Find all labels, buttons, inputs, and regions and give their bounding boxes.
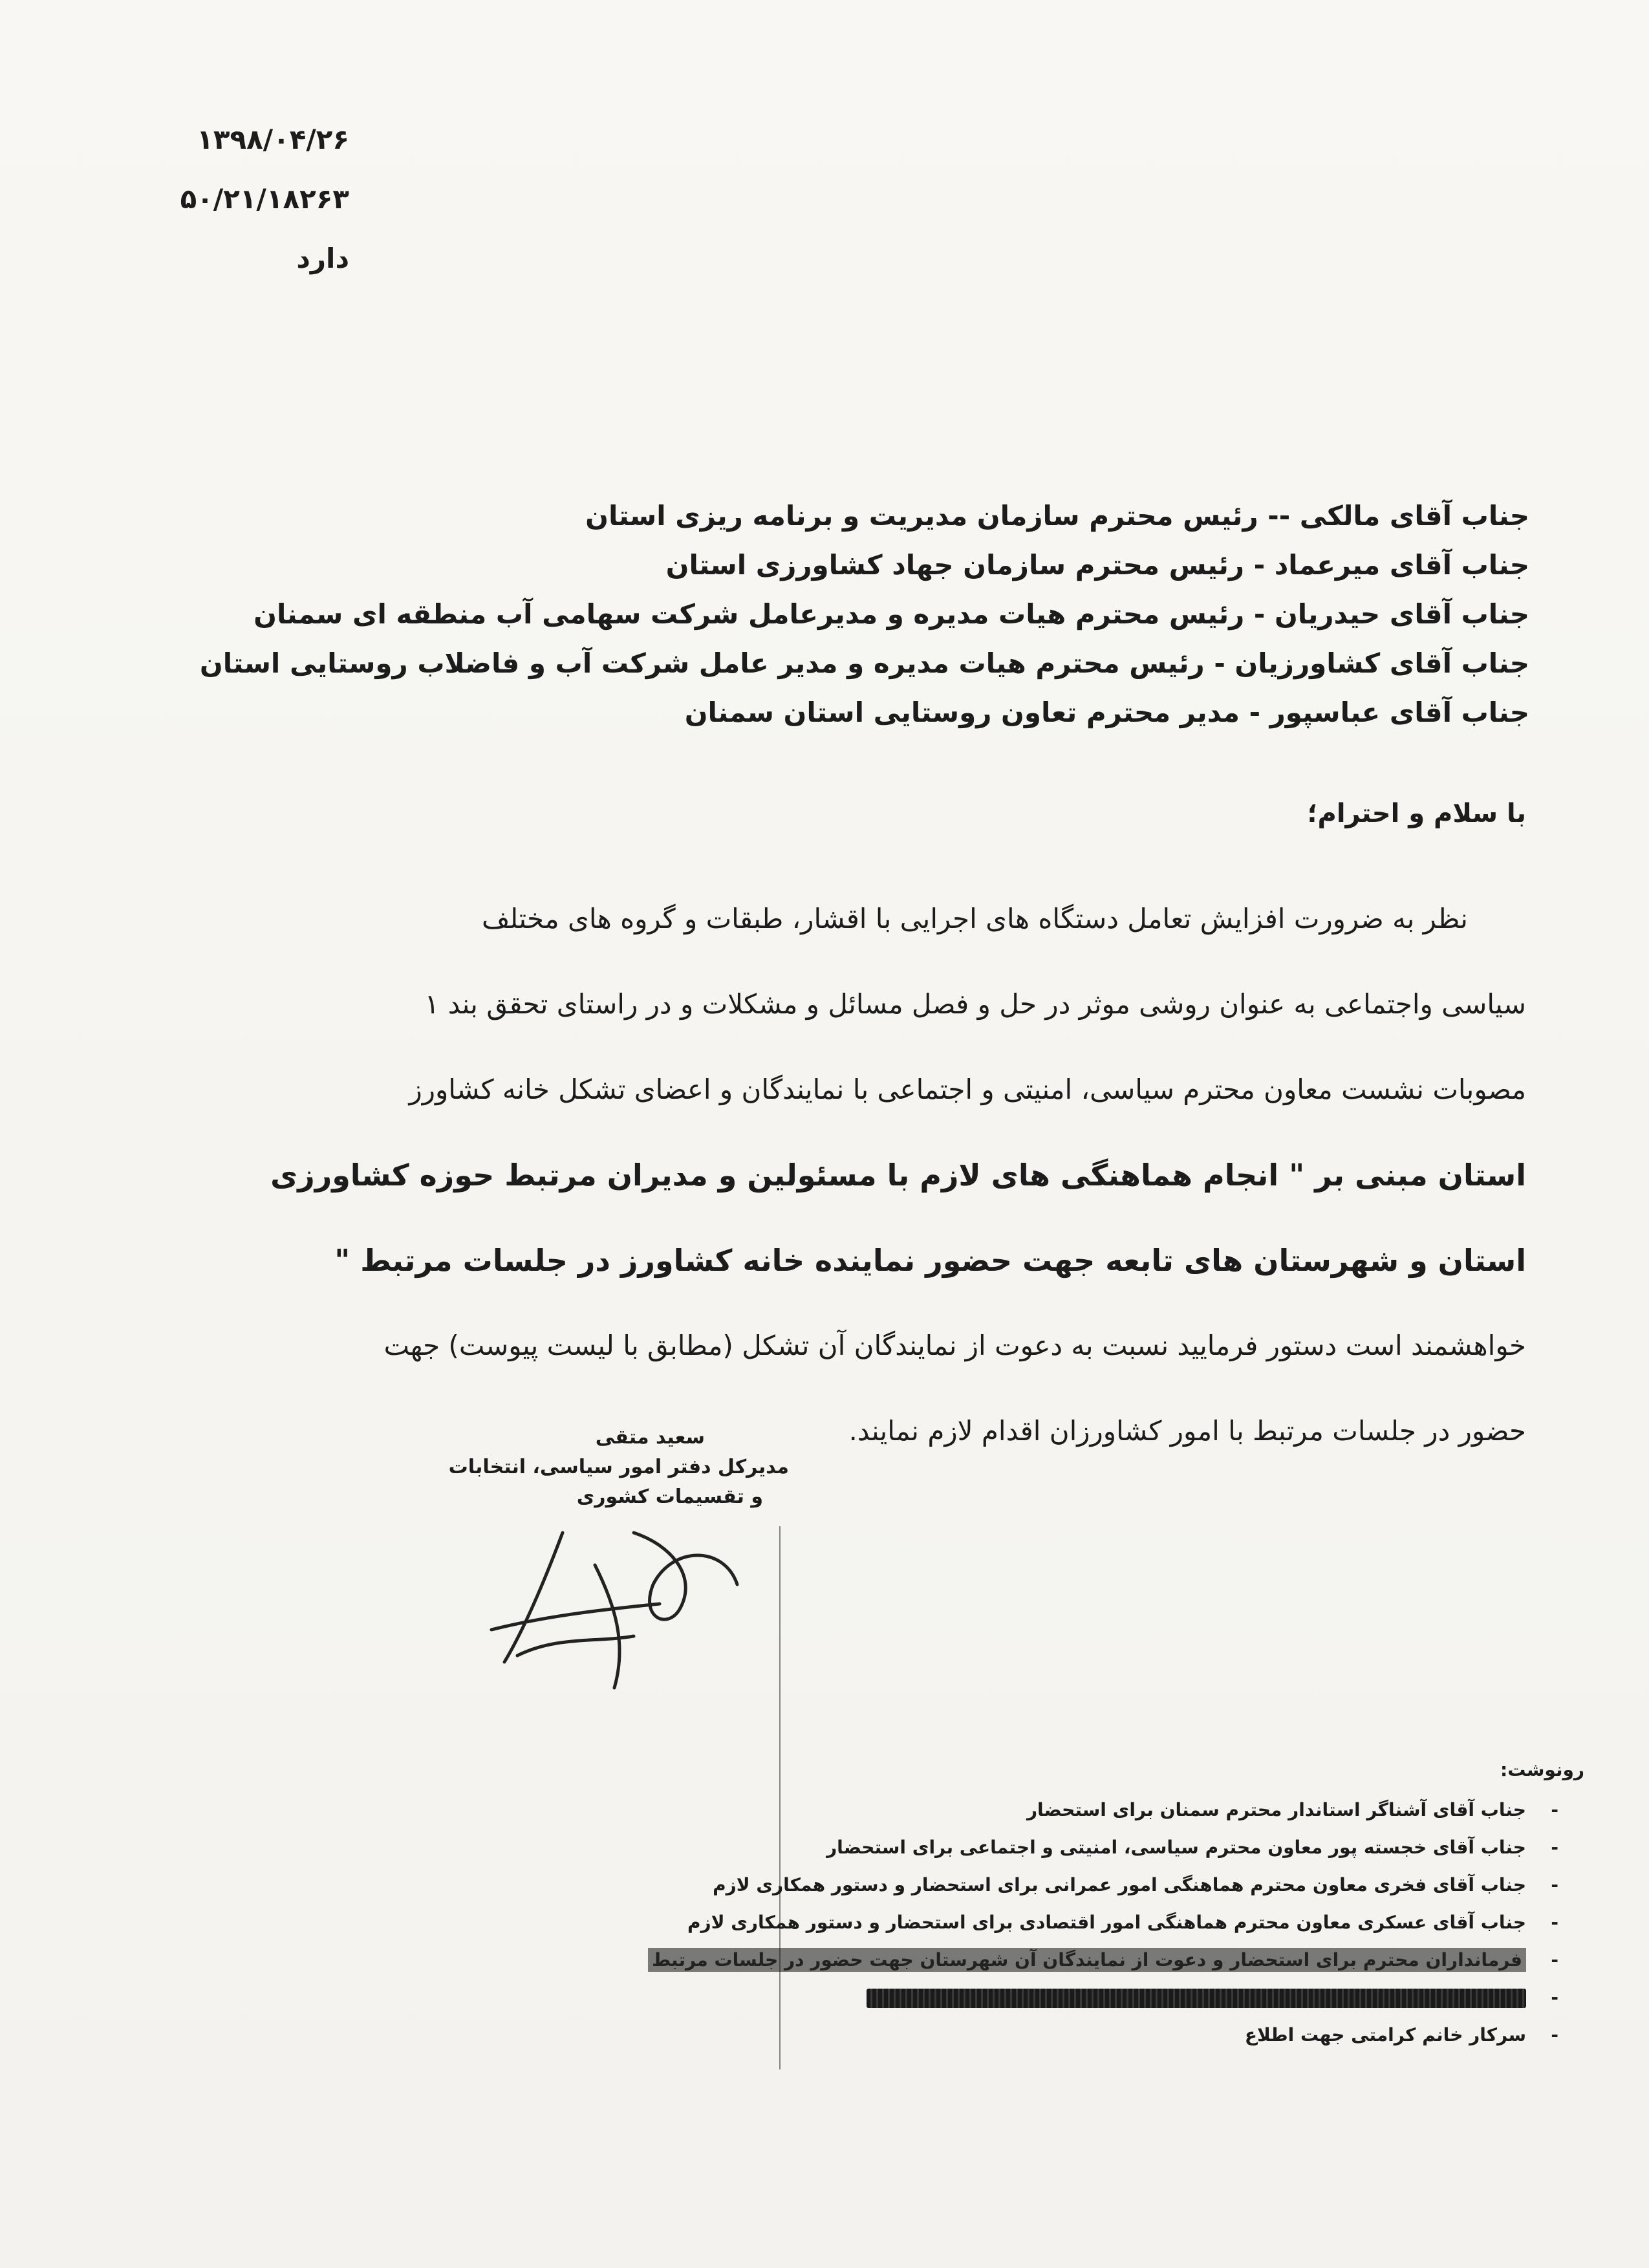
redaction-bar bbox=[867, 1989, 1526, 2008]
body-line: حضور در جلسات مرتبط با امور کشاورزان اقدام لازم نمایند. bbox=[848, 1415, 1526, 1447]
attachment-status: دارد bbox=[296, 243, 349, 274]
signer-title: مدیرکل دفتر امور سیاسی، انتخابات bbox=[448, 1456, 789, 1478]
letter-meta bbox=[175, 110, 349, 288]
body-line: سیاسی واجتماعی به عنوان روشی موثر در حل و فصل مسائل و مشکلات و در راستای تحقق بند ۱ bbox=[424, 988, 1526, 1020]
cc-item: - جناب آقای فخری معاون محترم هماهنگی امور عمرانی برای استحضار و دستور همکاری لازم bbox=[713, 1874, 1558, 1895]
recipient-line: جناب آقای کشاورزیان - رئیس محترم هیات مدیره و مدیر عامل شرکت آب و فاضلاب روستایی استان bbox=[199, 647, 1529, 679]
cc-item: - جناب آقای خجسته پور معاون محترم سیاسی، امنیتی و اجتماعی برای استحضار bbox=[826, 1837, 1558, 1858]
cc-item-redacted: - فرمانداران محترم برای استحضار و دعوت از نمایندگان آن شهرستان جهت حضور در جلسات مرتبط bbox=[653, 1941, 1558, 1979]
cc-item: - جناب آقای آشناگر استاندار محترم سمنان برای استحضار bbox=[1026, 1799, 1558, 1820]
body-line-emphasis: استان و شهرستان های تابعه جهت حضور نماینده خانه کشاورز در جلسات مرتبط " bbox=[334, 1243, 1526, 1278]
signer-title: و تقسیمات کشوری bbox=[576, 1485, 763, 1508]
cc-item: - سرکار خانم کرامتی جهت اطلاع bbox=[1244, 2024, 1558, 2046]
letter-date: ۱۳۹۸/۰۴/۲۶ bbox=[197, 124, 349, 155]
cc-item-redacted: - bbox=[653, 1979, 1558, 2016]
letter-number: ۵۰/۲۱/۱۸۲۶۳ bbox=[180, 183, 349, 215]
handwritten-signature bbox=[466, 1507, 750, 1701]
signature-block bbox=[427, 1423, 789, 1512]
body-line-emphasis: استان مبنی بر " انجام هماهنگی های لازم با مسئولین و مدیران مرتبط حوزه کشاورزی bbox=[270, 1158, 1526, 1193]
greeting: با سلام و احترام؛ bbox=[1307, 799, 1526, 828]
recipient-line: جناب آقای مالکی -- رئیس محترم سازمان مدیریت و برنامه ریزی استان bbox=[585, 500, 1529, 532]
letter-body bbox=[270, 876, 1526, 1474]
recipients-list bbox=[199, 491, 1529, 737]
cc-list bbox=[653, 1791, 1558, 2054]
cc-title: رونوشت: bbox=[1500, 1759, 1584, 1780]
body-line: مصوبات نشست معاون محترم سیاسی، امنیتی و اجتماعی با نمایندگان و اعضای تشکل خانه کشاورز bbox=[409, 1074, 1526, 1105]
body-line: خواهشمند است دستور فرمایید نسبت به دعوت از نمایندگان آن تشکل (مطابق با لیست پیوست) جهت bbox=[383, 1330, 1526, 1361]
recipient-line: جناب آقای عباسپور - مدیر محترم تعاون روستایی استان سمنان bbox=[684, 697, 1529, 728]
recipient-line: جناب آقای حیدریان - رئیس محترم هیات مدیره و مدیرعامل شرکت سهامی آب منطقه ای سمنان bbox=[253, 598, 1529, 630]
recipient-line: جناب آقای میرعماد - رئیس محترم سازمان جهاد کشاورزی استان bbox=[665, 549, 1529, 581]
body-line: نظر به ضرورت افزایش تعامل دستگاه های اجرایی با اقشار، طبقات و گروه های مختلف bbox=[481, 903, 1468, 934]
signer-name: سعید متقی bbox=[595, 1426, 705, 1449]
cc-item: - جناب آقای عسکری معاون محترم هماهنگی امور اقتصادی برای استحضار و دستور همکاری لازم bbox=[687, 1912, 1558, 1933]
